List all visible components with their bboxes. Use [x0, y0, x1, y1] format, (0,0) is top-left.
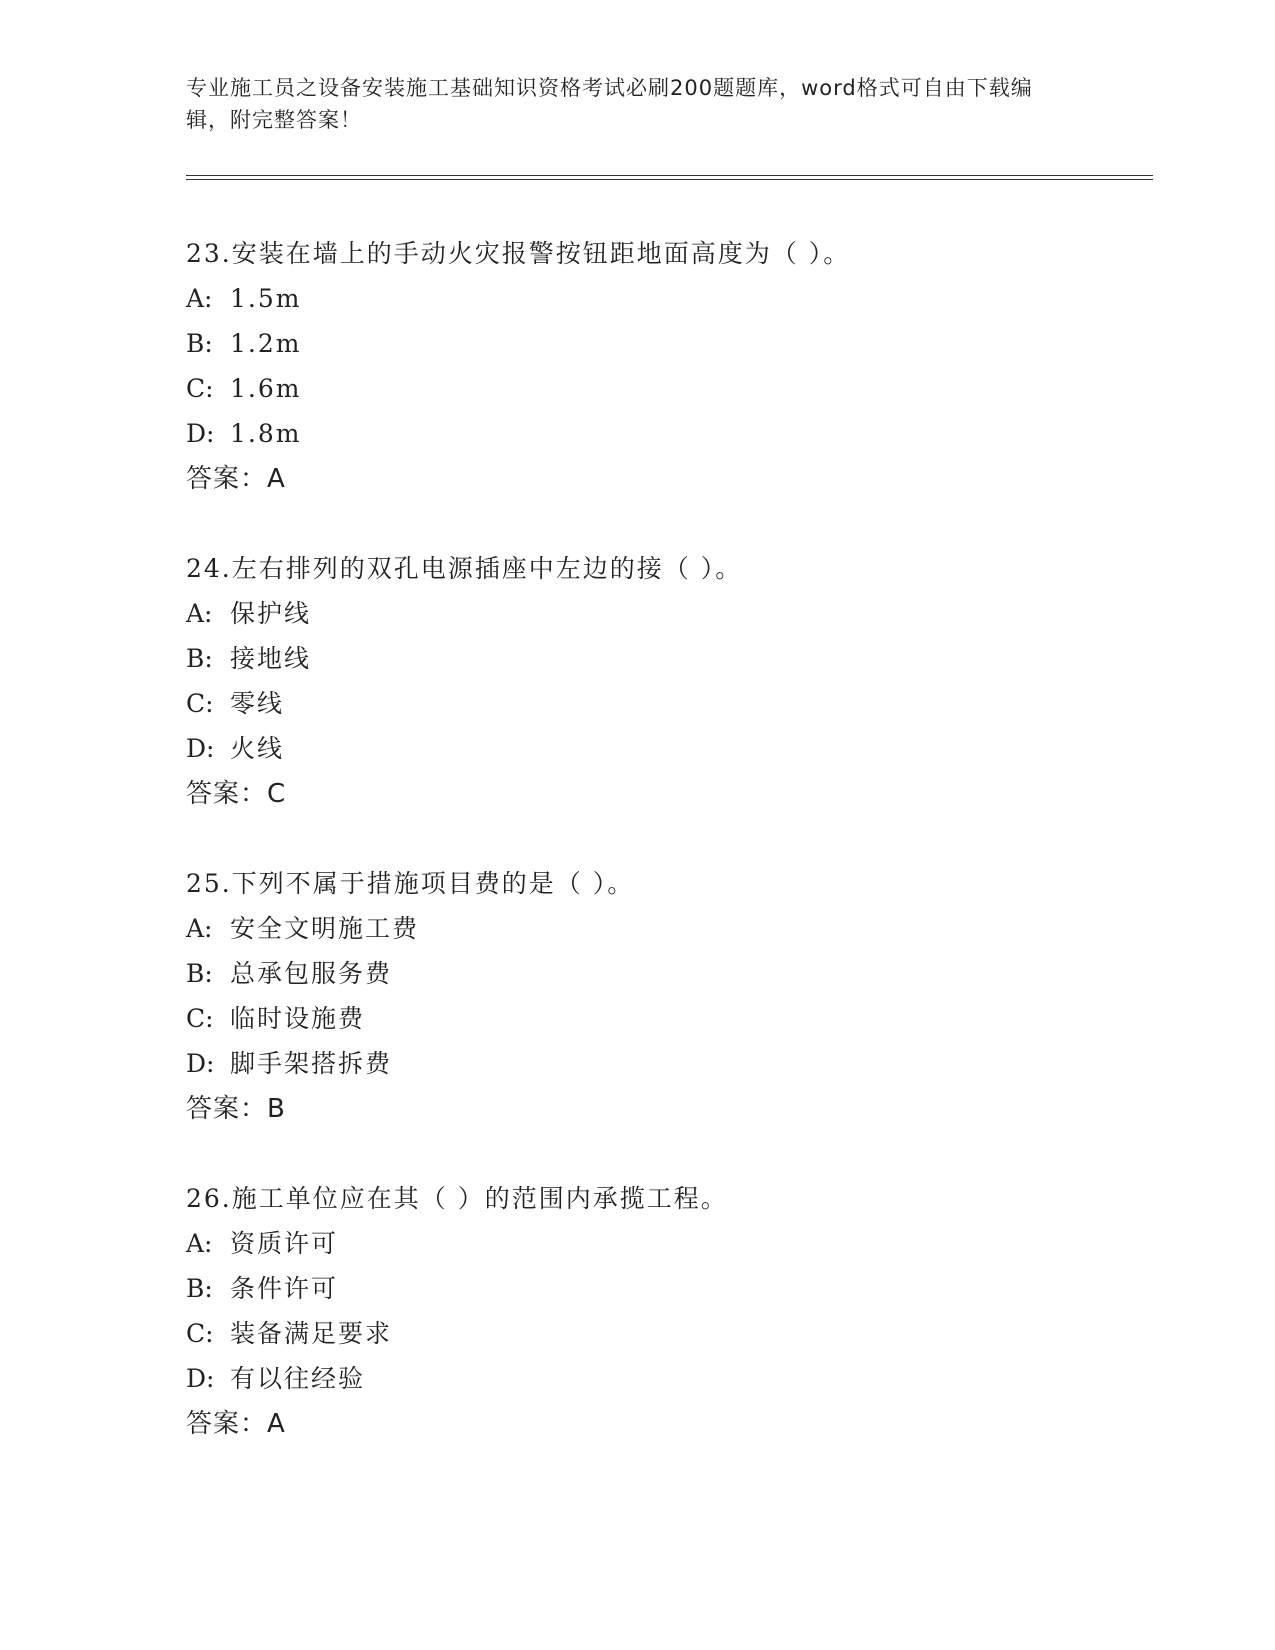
option-key: C:	[186, 1319, 214, 1348]
document-header: 专业施工员之设备安装施工基础知识资格考试必刷200题题库，word格式可自由下载编辑，附完整答案！	[186, 76, 1033, 132]
answer-label: 答案：	[186, 779, 268, 809]
option-key: B:	[186, 1274, 213, 1303]
answer-value: C	[267, 779, 286, 809]
option-c	[186, 688, 1146, 733]
option-key: D:	[186, 734, 215, 763]
answer-label: 答案：	[186, 464, 268, 494]
option-text: 零线	[230, 689, 285, 718]
option-b	[186, 643, 1146, 688]
option-text: 装备满足要求	[230, 1319, 393, 1348]
answer-label: 答案：	[186, 1094, 268, 1124]
question-block	[186, 553, 1146, 823]
option-b	[186, 958, 1146, 1003]
answer-value: B	[267, 1094, 285, 1124]
option-key: A:	[186, 1229, 213, 1258]
option-text: 资质许可	[230, 1229, 339, 1258]
option-text: 1.2m	[230, 329, 302, 358]
option-c	[186, 373, 1146, 418]
question-text: 23.安装在墙上的手动火灾报警按钮距地面高度为（ ）。	[186, 239, 851, 268]
option-key: A:	[186, 914, 213, 943]
option-key: D:	[186, 1364, 215, 1393]
option-text: 1.8m	[230, 419, 302, 448]
question-block	[186, 1183, 1146, 1453]
question-text: 24.左右排列的双孔电源插座中左边的接（ ）。	[186, 554, 743, 583]
question-block	[186, 238, 1146, 508]
option-text: 临时设施费	[230, 1004, 366, 1033]
answer-label: 答案：	[186, 1409, 268, 1439]
option-c	[186, 1003, 1146, 1048]
option-text: 保护线	[230, 599, 312, 628]
option-text: 火线	[230, 734, 285, 763]
option-key: C:	[186, 374, 214, 403]
option-a	[186, 1228, 1146, 1273]
answer-value: A	[267, 464, 285, 494]
option-text: 条件许可	[230, 1274, 339, 1303]
question-block	[186, 868, 1146, 1138]
option-key: A:	[186, 284, 213, 313]
option-key: A:	[186, 599, 213, 628]
answer-line	[186, 1408, 1146, 1453]
option-key: B:	[186, 329, 213, 358]
option-d	[186, 733, 1146, 778]
option-b	[186, 328, 1146, 373]
option-d	[186, 1048, 1146, 1093]
option-text: 总承包服务费	[230, 959, 393, 988]
answer-value: A	[267, 1409, 285, 1439]
option-text: 安全文明施工费	[230, 914, 420, 943]
option-text: 1.5m	[230, 284, 302, 313]
option-a	[186, 913, 1146, 958]
option-key: C:	[186, 689, 214, 718]
option-key: C:	[186, 1004, 214, 1033]
option-key: D:	[186, 419, 215, 448]
header-divider-top	[186, 175, 1153, 176]
option-text: 1.6m	[230, 374, 302, 403]
option-c	[186, 1318, 1146, 1363]
answer-line	[186, 778, 1146, 823]
option-d	[186, 1363, 1146, 1408]
option-a	[186, 283, 1146, 328]
option-text: 有以往经验	[230, 1364, 366, 1393]
option-key: D:	[186, 1049, 215, 1078]
option-a	[186, 598, 1146, 643]
option-d	[186, 418, 1146, 463]
option-text: 接地线	[230, 644, 312, 673]
option-key: B:	[186, 644, 213, 673]
answer-line	[186, 1093, 1146, 1138]
header-divider-bottom	[186, 179, 1153, 180]
option-b	[186, 1273, 1146, 1318]
question-text: 26.施工单位应在其（ ）的范围内承揽工程。	[186, 1184, 728, 1213]
option-text: 脚手架搭拆费	[230, 1049, 393, 1078]
question-text: 25.下列不属于措施项目费的是（ ）。	[186, 869, 635, 898]
answer-line	[186, 463, 1146, 508]
option-key: B:	[186, 959, 213, 988]
